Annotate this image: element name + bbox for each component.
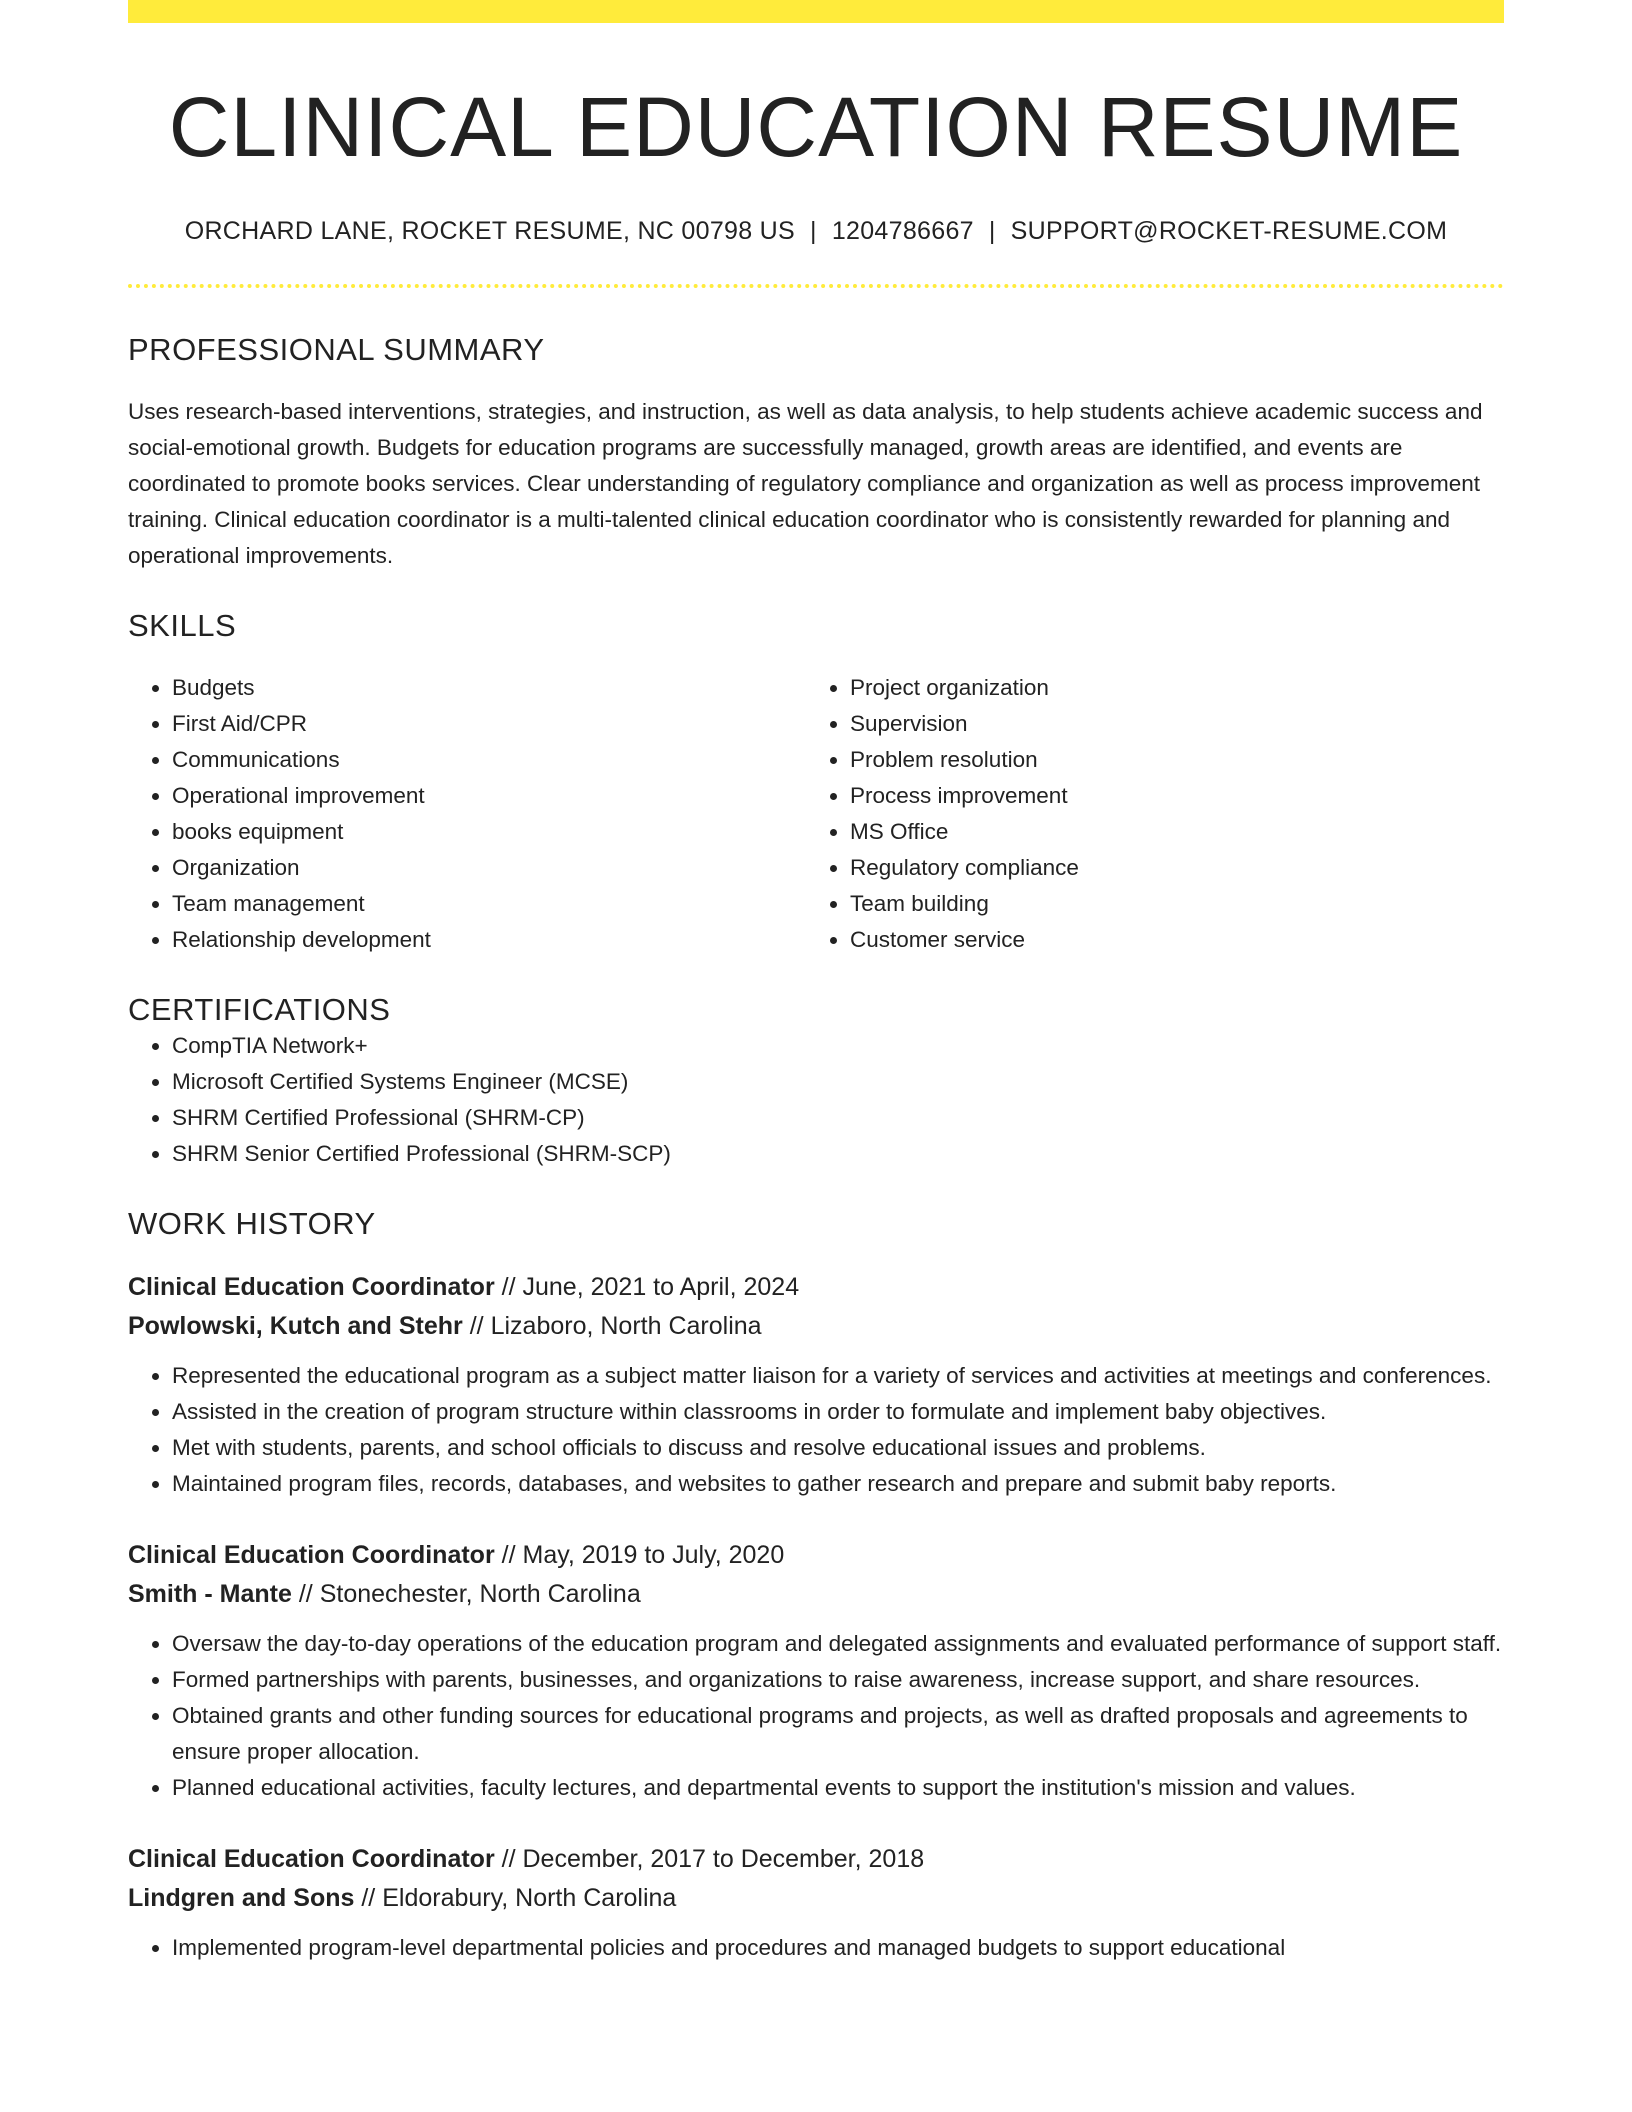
job-title-line — [128, 1840, 1504, 1879]
job-title: Clinical Education Coordinator — [128, 1273, 495, 1302]
skill-item: • MS Office — [850, 814, 1484, 850]
skill-item: • Team building — [850, 886, 1484, 922]
job-bullet: • Implemented program-level departmental policies and procedures and managed budgets to support educational — [172, 1930, 1504, 1966]
job-location: Stonechester, North Carolina — [319, 1580, 641, 1609]
skills-heading: SKILLS — [128, 608, 237, 644]
summary-heading: PROFESSIONAL SUMMARY — [128, 332, 545, 368]
skill-item: • Operational improvement — [172, 778, 806, 814]
job-bullet: • Oversaw the day-to-day operations of the education program and delegated assignments and evaluated performance of support staff. — [172, 1626, 1504, 1662]
certifications-list — [128, 1028, 1504, 1172]
job-company-line — [128, 1307, 1504, 1346]
contact-line — [128, 217, 1504, 246]
job-bullet: • Obtained grants and other funding sources for educational programs and projects, as well as drafted proposals and agreements to ensure proper allocation. — [172, 1698, 1504, 1770]
job-location: Eldorabury, North Carolina — [382, 1884, 677, 1913]
job-separator: // — [501, 1273, 516, 1302]
job-dates: May, 2019 to July, 2020 — [522, 1541, 785, 1570]
address-text: ORCHARD LANE, ROCKET RESUME, NC 00798 US — [184, 217, 796, 246]
resume-page — [128, 0, 1504, 1966]
job-title: Clinical Education Coordinator — [128, 1845, 495, 1874]
skill-item: • Team management — [172, 886, 806, 922]
job-title: Clinical Education Coordinator — [128, 1541, 495, 1570]
job-separator: // — [501, 1541, 516, 1570]
skills-left-column — [128, 670, 806, 958]
job-bullet: • Met with students, parents, and school officials to discuss and resolve educational issues and problems. — [172, 1430, 1504, 1466]
skill-item: • Organization — [172, 850, 806, 886]
skill-item: • Problem resolution — [850, 742, 1484, 778]
job-title-line — [128, 1536, 1504, 1575]
work-history-heading: WORK HISTORY — [128, 1206, 376, 1242]
job-dates: December, 2017 to December, 2018 — [522, 1845, 925, 1874]
certification-item: • SHRM Senior Certified Professional (SHRM-SCP) — [172, 1136, 1504, 1172]
job-bullets — [128, 1626, 1504, 1806]
job-separator: // — [298, 1580, 313, 1609]
certifications-heading: CERTIFICATIONS — [128, 992, 391, 1028]
job-bullets — [128, 1930, 1504, 1966]
skill-item: • books equipment — [172, 814, 806, 850]
top-accent-bar — [128, 0, 1504, 23]
certification-item: • Microsoft Certified Systems Engineer (MCSE) — [172, 1064, 1504, 1100]
certification-item: • CompTIA Network+ — [172, 1028, 1504, 1064]
skill-item: • Customer service — [850, 922, 1484, 958]
contact-separator: | — [988, 217, 996, 246]
job-company: Smith - Mante — [128, 1580, 292, 1609]
job-company: Powlowski, Kutch and Stehr — [128, 1312, 463, 1341]
job-company-line — [128, 1879, 1504, 1918]
summary-text: Uses research-based interventions, strategies, and instruction, as well as data analysis, to help students achieve academic success and social-emotional growth. Budgets for education programs are successfully managed, growth areas are identified, and events are coordinated to promote books services. Clear understanding of regulatory compliance and organization as well as process improvement training. Clinical education coordinator is a multi-talented clinical education coordinator who is consistently rewarded for planning and operational improvements. — [128, 399, 1483, 569]
skill-item: • First Aid/CPR — [172, 706, 806, 742]
job-title-line — [128, 1268, 1504, 1307]
skill-item: • Budgets — [172, 670, 806, 706]
job-bullets — [128, 1358, 1504, 1502]
job-location: Lizaboro, North Carolina — [490, 1312, 762, 1341]
contact-separator: | — [810, 217, 817, 246]
job-entry — [128, 1536, 1504, 1806]
page-title: CLINICAL EDUCATION RESUME — [168, 80, 1464, 174]
job-entry — [128, 1268, 1504, 1502]
skill-item: • Relationship development — [172, 922, 806, 958]
skills-list — [128, 670, 1504, 958]
job-bullet: • Assisted in the creation of program structure within classrooms in order to formulate and implement baby objectives. — [172, 1394, 1504, 1430]
dotted-divider — [128, 284, 1504, 288]
skills-right-column — [806, 670, 1484, 958]
skill-item: • Regulatory compliance — [850, 850, 1484, 886]
email-text: SUPPORT@ROCKET-RESUME.COM — [1010, 217, 1448, 246]
phone-text: 1204786667 — [831, 217, 974, 246]
job-separator: // — [469, 1312, 484, 1341]
skill-item: • Communications — [172, 742, 806, 778]
job-bullet: • Planned educational activities, faculty lectures, and departmental events to support the institution's mission and values. — [172, 1770, 1504, 1806]
job-company-line — [128, 1575, 1504, 1614]
skill-item: • Supervision — [850, 706, 1484, 742]
job-company: Lindgren and Sons — [128, 1884, 355, 1913]
job-bullet: • Maintained program files, records, databases, and websites to gather research and prepare and submit baby reports. — [172, 1466, 1504, 1502]
job-entry — [128, 1840, 1504, 1966]
job-separator: // — [501, 1845, 516, 1874]
certification-item: • SHRM Certified Professional (SHRM-CP) — [172, 1100, 1504, 1136]
job-bullet: • Formed partnerships with parents, businesses, and organizations to raise awareness, increase support, and share resources. — [172, 1662, 1504, 1698]
job-dates: June, 2021 to April, 2024 — [522, 1273, 800, 1302]
skill-item: • Process improvement — [850, 778, 1484, 814]
skill-item: • Project organization — [850, 670, 1484, 706]
job-separator: // — [361, 1884, 376, 1913]
job-bullet: • Represented the educational program as a subject matter liaison for a variety of services and activities at meetings and conferences. — [172, 1358, 1504, 1394]
